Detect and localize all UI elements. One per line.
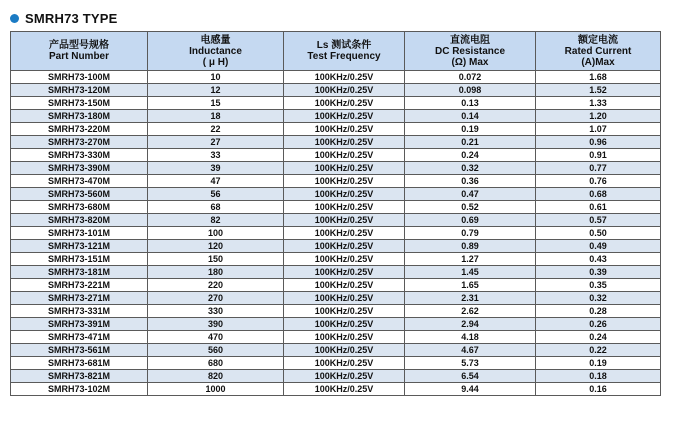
- header-line: 产品型号规格: [49, 40, 109, 51]
- header-line: DC Resistance: [434, 45, 506, 57]
- spec-table: [10, 31, 661, 396]
- rated-current-cell: 1.52: [536, 84, 661, 97]
- test-frequency-cell: 100KHz/0.25V: [284, 370, 405, 383]
- table-row: [11, 266, 661, 279]
- table-row: [11, 97, 661, 110]
- rated-current-cell: 0.39: [536, 266, 661, 279]
- section-heading: [10, 8, 118, 28]
- inductance-cell: 180: [148, 266, 284, 279]
- test-frequency-cell: 100KHz/0.25V: [284, 175, 405, 188]
- header-test-frequency: [284, 32, 405, 71]
- part-number-cell: SMRH73-820M: [11, 214, 148, 227]
- rated-current-cell: 0.68: [536, 188, 661, 201]
- dc-resistance-cell: 0.79: [405, 227, 536, 240]
- test-frequency-cell: 100KHz/0.25V: [284, 266, 405, 279]
- header-row: [11, 32, 661, 71]
- test-frequency-cell: 100KHz/0.25V: [284, 305, 405, 318]
- part-number-cell: SMRH73-221M: [11, 279, 148, 292]
- dc-resistance-cell: 1.27: [405, 253, 536, 266]
- dc-resistance-cell: 2.94: [405, 318, 536, 331]
- test-frequency-cell: 100KHz/0.25V: [284, 331, 405, 344]
- table-row: [11, 240, 661, 253]
- table-header: [11, 32, 661, 71]
- rated-current-cell: 0.28: [536, 305, 661, 318]
- header-line: Test Frequency: [307, 51, 381, 62]
- table-row: [11, 123, 661, 136]
- table-row: [11, 344, 661, 357]
- rated-current-cell: 0.43: [536, 253, 661, 266]
- inductance-cell: 560: [148, 344, 284, 357]
- table-row: [11, 149, 661, 162]
- inductance-cell: 330: [148, 305, 284, 318]
- header-dc-resistance: [405, 32, 536, 71]
- dc-resistance-cell: 1.65: [405, 279, 536, 292]
- header-line: Ls 测试条件: [316, 40, 372, 51]
- inductance-cell: 1000: [148, 383, 284, 396]
- header-line: 电感量: [200, 34, 231, 46]
- test-frequency-cell: 100KHz/0.25V: [284, 214, 405, 227]
- inductance-cell: 68: [148, 201, 284, 214]
- dc-resistance-cell: 0.36: [405, 175, 536, 188]
- inductance-cell: 22: [148, 123, 284, 136]
- rated-current-cell: 0.91: [536, 149, 661, 162]
- part-number-cell: SMRH73-680M: [11, 201, 148, 214]
- part-number-cell: SMRH73-100M: [11, 71, 148, 84]
- rated-current-cell: 1.07: [536, 123, 661, 136]
- part-number-cell: SMRH73-390M: [11, 162, 148, 175]
- table-row: [11, 357, 661, 370]
- test-frequency-cell: 100KHz/0.25V: [284, 123, 405, 136]
- inductance-cell: 470: [148, 331, 284, 344]
- table-row: [11, 318, 661, 331]
- dc-resistance-cell: 0.47: [405, 188, 536, 201]
- rated-current-cell: 0.24: [536, 331, 661, 344]
- table-row: [11, 162, 661, 175]
- inductance-cell: 15: [148, 97, 284, 110]
- part-number-cell: SMRH73-391M: [11, 318, 148, 331]
- rated-current-cell: 0.96: [536, 136, 661, 149]
- rated-current-cell: 0.61: [536, 201, 661, 214]
- inductance-cell: 220: [148, 279, 284, 292]
- bullet-dot-icon: [10, 14, 19, 23]
- part-number-cell: SMRH73-121M: [11, 240, 148, 253]
- dc-resistance-cell: 1.45: [405, 266, 536, 279]
- table-row: [11, 370, 661, 383]
- part-number-cell: SMRH73-102M: [11, 383, 148, 396]
- test-frequency-cell: 100KHz/0.25V: [284, 318, 405, 331]
- table-row: [11, 214, 661, 227]
- table-row: [11, 331, 661, 344]
- test-frequency-cell: 100KHz/0.25V: [284, 292, 405, 305]
- rated-current-cell: 1.68: [536, 71, 661, 84]
- test-frequency-cell: 100KHz/0.25V: [284, 97, 405, 110]
- dc-resistance-cell: 0.21: [405, 136, 536, 149]
- test-frequency-cell: 100KHz/0.25V: [284, 357, 405, 370]
- test-frequency-cell: 100KHz/0.25V: [284, 110, 405, 123]
- table-row: [11, 227, 661, 240]
- part-number-cell: SMRH73-120M: [11, 84, 148, 97]
- table-row: [11, 84, 661, 97]
- test-frequency-cell: 100KHz/0.25V: [284, 344, 405, 357]
- inductance-cell: 12: [148, 84, 284, 97]
- rated-current-cell: 0.57: [536, 214, 661, 227]
- inductance-cell: 39: [148, 162, 284, 175]
- test-frequency-cell: 100KHz/0.25V: [284, 240, 405, 253]
- rated-current-cell: 0.32: [536, 292, 661, 305]
- inductance-cell: 18: [148, 110, 284, 123]
- test-frequency-cell: 100KHz/0.25V: [284, 279, 405, 292]
- test-frequency-cell: 100KHz/0.25V: [284, 383, 405, 396]
- header-part-number: [11, 32, 148, 71]
- header-line: 直流电阻: [450, 34, 490, 46]
- dc-resistance-cell: 2.31: [405, 292, 536, 305]
- header-line: 额定电流: [578, 34, 618, 46]
- part-number-cell: SMRH73-821M: [11, 370, 148, 383]
- table-row: [11, 110, 661, 123]
- inductance-cell: 82: [148, 214, 284, 227]
- table-row: [11, 136, 661, 149]
- header-line: ( μ H): [202, 56, 229, 68]
- dc-resistance-cell: 0.89: [405, 240, 536, 253]
- dc-resistance-cell: 0.19: [405, 123, 536, 136]
- rated-current-cell: 0.77: [536, 162, 661, 175]
- part-number-cell: SMRH73-330M: [11, 149, 148, 162]
- inductance-cell: 120: [148, 240, 284, 253]
- rated-current-cell: 1.33: [536, 97, 661, 110]
- part-number-cell: SMRH73-220M: [11, 123, 148, 136]
- test-frequency-cell: 100KHz/0.25V: [284, 162, 405, 175]
- dc-resistance-cell: 6.54: [405, 370, 536, 383]
- rated-current-cell: 0.49: [536, 240, 661, 253]
- test-frequency-cell: 100KHz/0.25V: [284, 188, 405, 201]
- inductance-cell: 820: [148, 370, 284, 383]
- table-row: [11, 383, 661, 396]
- table-row: [11, 305, 661, 318]
- dc-resistance-cell: 4.18: [405, 331, 536, 344]
- inductance-cell: 56: [148, 188, 284, 201]
- header-line: (A)Max: [581, 56, 615, 68]
- inductance-cell: 390: [148, 318, 284, 331]
- rated-current-cell: 0.19: [536, 357, 661, 370]
- inductance-cell: 47: [148, 175, 284, 188]
- inductance-cell: 33: [148, 149, 284, 162]
- test-frequency-cell: 100KHz/0.25V: [284, 71, 405, 84]
- rated-current-cell: 0.22: [536, 344, 661, 357]
- dc-resistance-cell: 2.62: [405, 305, 536, 318]
- dc-resistance-cell: 0.24: [405, 149, 536, 162]
- header-inductance: [148, 32, 284, 71]
- rated-current-cell: 0.35: [536, 279, 661, 292]
- rated-current-cell: 0.16: [536, 383, 661, 396]
- rated-current-cell: 0.26: [536, 318, 661, 331]
- part-number-cell: SMRH73-151M: [11, 253, 148, 266]
- dc-resistance-cell: 5.73: [405, 357, 536, 370]
- part-number-cell: SMRH73-181M: [11, 266, 148, 279]
- table-body: [11, 71, 661, 396]
- part-number-cell: SMRH73-470M: [11, 175, 148, 188]
- test-frequency-cell: 100KHz/0.25V: [284, 253, 405, 266]
- test-frequency-cell: 100KHz/0.25V: [284, 201, 405, 214]
- inductance-cell: 100: [148, 227, 284, 240]
- part-number-cell: SMRH73-561M: [11, 344, 148, 357]
- header-line: Part Number: [48, 51, 109, 62]
- part-number-cell: SMRH73-331M: [11, 305, 148, 318]
- part-number-cell: SMRH73-560M: [11, 188, 148, 201]
- dc-resistance-cell: 0.52: [405, 201, 536, 214]
- rated-current-cell: 0.18: [536, 370, 661, 383]
- rated-current-cell: 0.50: [536, 227, 661, 240]
- dc-resistance-cell: 0.098: [405, 84, 536, 97]
- header-rated-current: [536, 32, 661, 71]
- part-number-cell: SMRH73-101M: [11, 227, 148, 240]
- part-number-cell: SMRH73-681M: [11, 357, 148, 370]
- page-title: SMRH73 TYPE: [25, 10, 118, 26]
- header-line: Inductance: [189, 45, 242, 57]
- header-line: Rated Current: [564, 45, 632, 57]
- part-number-cell: SMRH73-471M: [11, 331, 148, 344]
- dc-resistance-cell: 0.13: [405, 97, 536, 110]
- rated-current-cell: 0.76: [536, 175, 661, 188]
- table-row: [11, 188, 661, 201]
- header-line: (Ω) Max: [451, 56, 489, 68]
- inductance-cell: 680: [148, 357, 284, 370]
- test-frequency-cell: 100KHz/0.25V: [284, 227, 405, 240]
- part-number-cell: SMRH73-180M: [11, 110, 148, 123]
- dc-resistance-cell: 0.14: [405, 110, 536, 123]
- part-number-cell: SMRH73-271M: [11, 292, 148, 305]
- rated-current-cell: 1.20: [536, 110, 661, 123]
- table-row: [11, 292, 661, 305]
- part-number-cell: SMRH73-150M: [11, 97, 148, 110]
- table-row: [11, 253, 661, 266]
- table-row: [11, 279, 661, 292]
- test-frequency-cell: 100KHz/0.25V: [284, 149, 405, 162]
- inductance-cell: 270: [148, 292, 284, 305]
- table-row: [11, 201, 661, 214]
- test-frequency-cell: 100KHz/0.25V: [284, 84, 405, 97]
- inductance-cell: 27: [148, 136, 284, 149]
- part-number-cell: SMRH73-270M: [11, 136, 148, 149]
- inductance-cell: 150: [148, 253, 284, 266]
- dc-resistance-cell: 0.072: [405, 71, 536, 84]
- dc-resistance-cell: 4.67: [405, 344, 536, 357]
- dc-resistance-cell: 9.44: [405, 383, 536, 396]
- test-frequency-cell: 100KHz/0.25V: [284, 136, 405, 149]
- table-row: [11, 175, 661, 188]
- dc-resistance-cell: 0.69: [405, 214, 536, 227]
- table-row: [11, 71, 661, 84]
- dc-resistance-cell: 0.32: [405, 162, 536, 175]
- inductance-cell: 10: [148, 71, 284, 84]
